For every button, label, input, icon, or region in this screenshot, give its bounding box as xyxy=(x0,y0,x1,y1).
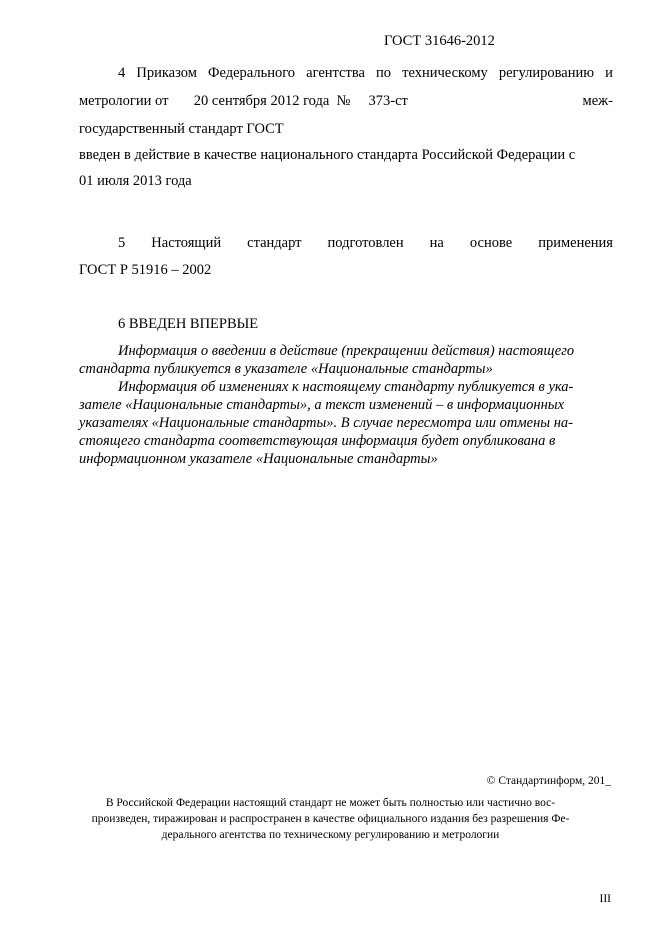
page-number: III xyxy=(599,893,611,905)
item4-line5: 01 июля 2013 года xyxy=(79,173,192,189)
notice-line-2: произведен, тиражирован и распространен в качестве официального издания без разрешения Фе- xyxy=(91,813,570,825)
info-line-6: стоящего стандарта соответствующая информация будет опубликована в xyxy=(79,433,556,449)
notice-line-1: В Российской Федерации настоящий стандарт не может быть полностью или частично вос- xyxy=(105,797,556,809)
info-line-1: Информация о введении в действие (прекращении действия) настоящего xyxy=(118,343,575,359)
item5-line1: 5 Настоящий стандарт подготовлен на основе применения xyxy=(118,235,613,251)
copyright-line: © Стандартинформ, 201_ xyxy=(486,775,611,787)
item4-line1: 4 Приказом Федерального агентства по техническому регулированию и xyxy=(118,65,613,81)
item4-line2: метрологии от 20 сентября 2012 года № 373-ст меж- xyxy=(79,93,613,109)
info-line-3: Информация об изменениях к настоящему стандарту публикуется в ука- xyxy=(118,379,574,395)
info-line-5: указателях «Национальные стандарты». В случае пересмотра или отмены на- xyxy=(79,415,574,431)
item5-line2: ГОСТ Р 51916 – 2002 xyxy=(79,262,212,278)
info-line-7: информационном указателе «Национальные стандарты» xyxy=(79,451,438,467)
info-line-2: стандарта публикуется в указателе «Национальные стандарты» xyxy=(79,361,493,377)
document-number: ГОСТ 31646-2012 xyxy=(384,33,495,49)
notice-line-3: дерального агентства по техническому регулированию и метрологии xyxy=(161,829,500,841)
info-line-4: зателе «Национальные стандарты», а текст изменений – в информационных xyxy=(79,397,565,413)
item4-line4: введен в действие в качестве национального стандарта Российской Федерации с xyxy=(79,147,576,163)
item4-line3: государственный стандарт ГОСТ xyxy=(79,121,284,137)
item6-heading: 6 ВВЕДЕН ВПЕРВЫЕ xyxy=(118,316,259,332)
